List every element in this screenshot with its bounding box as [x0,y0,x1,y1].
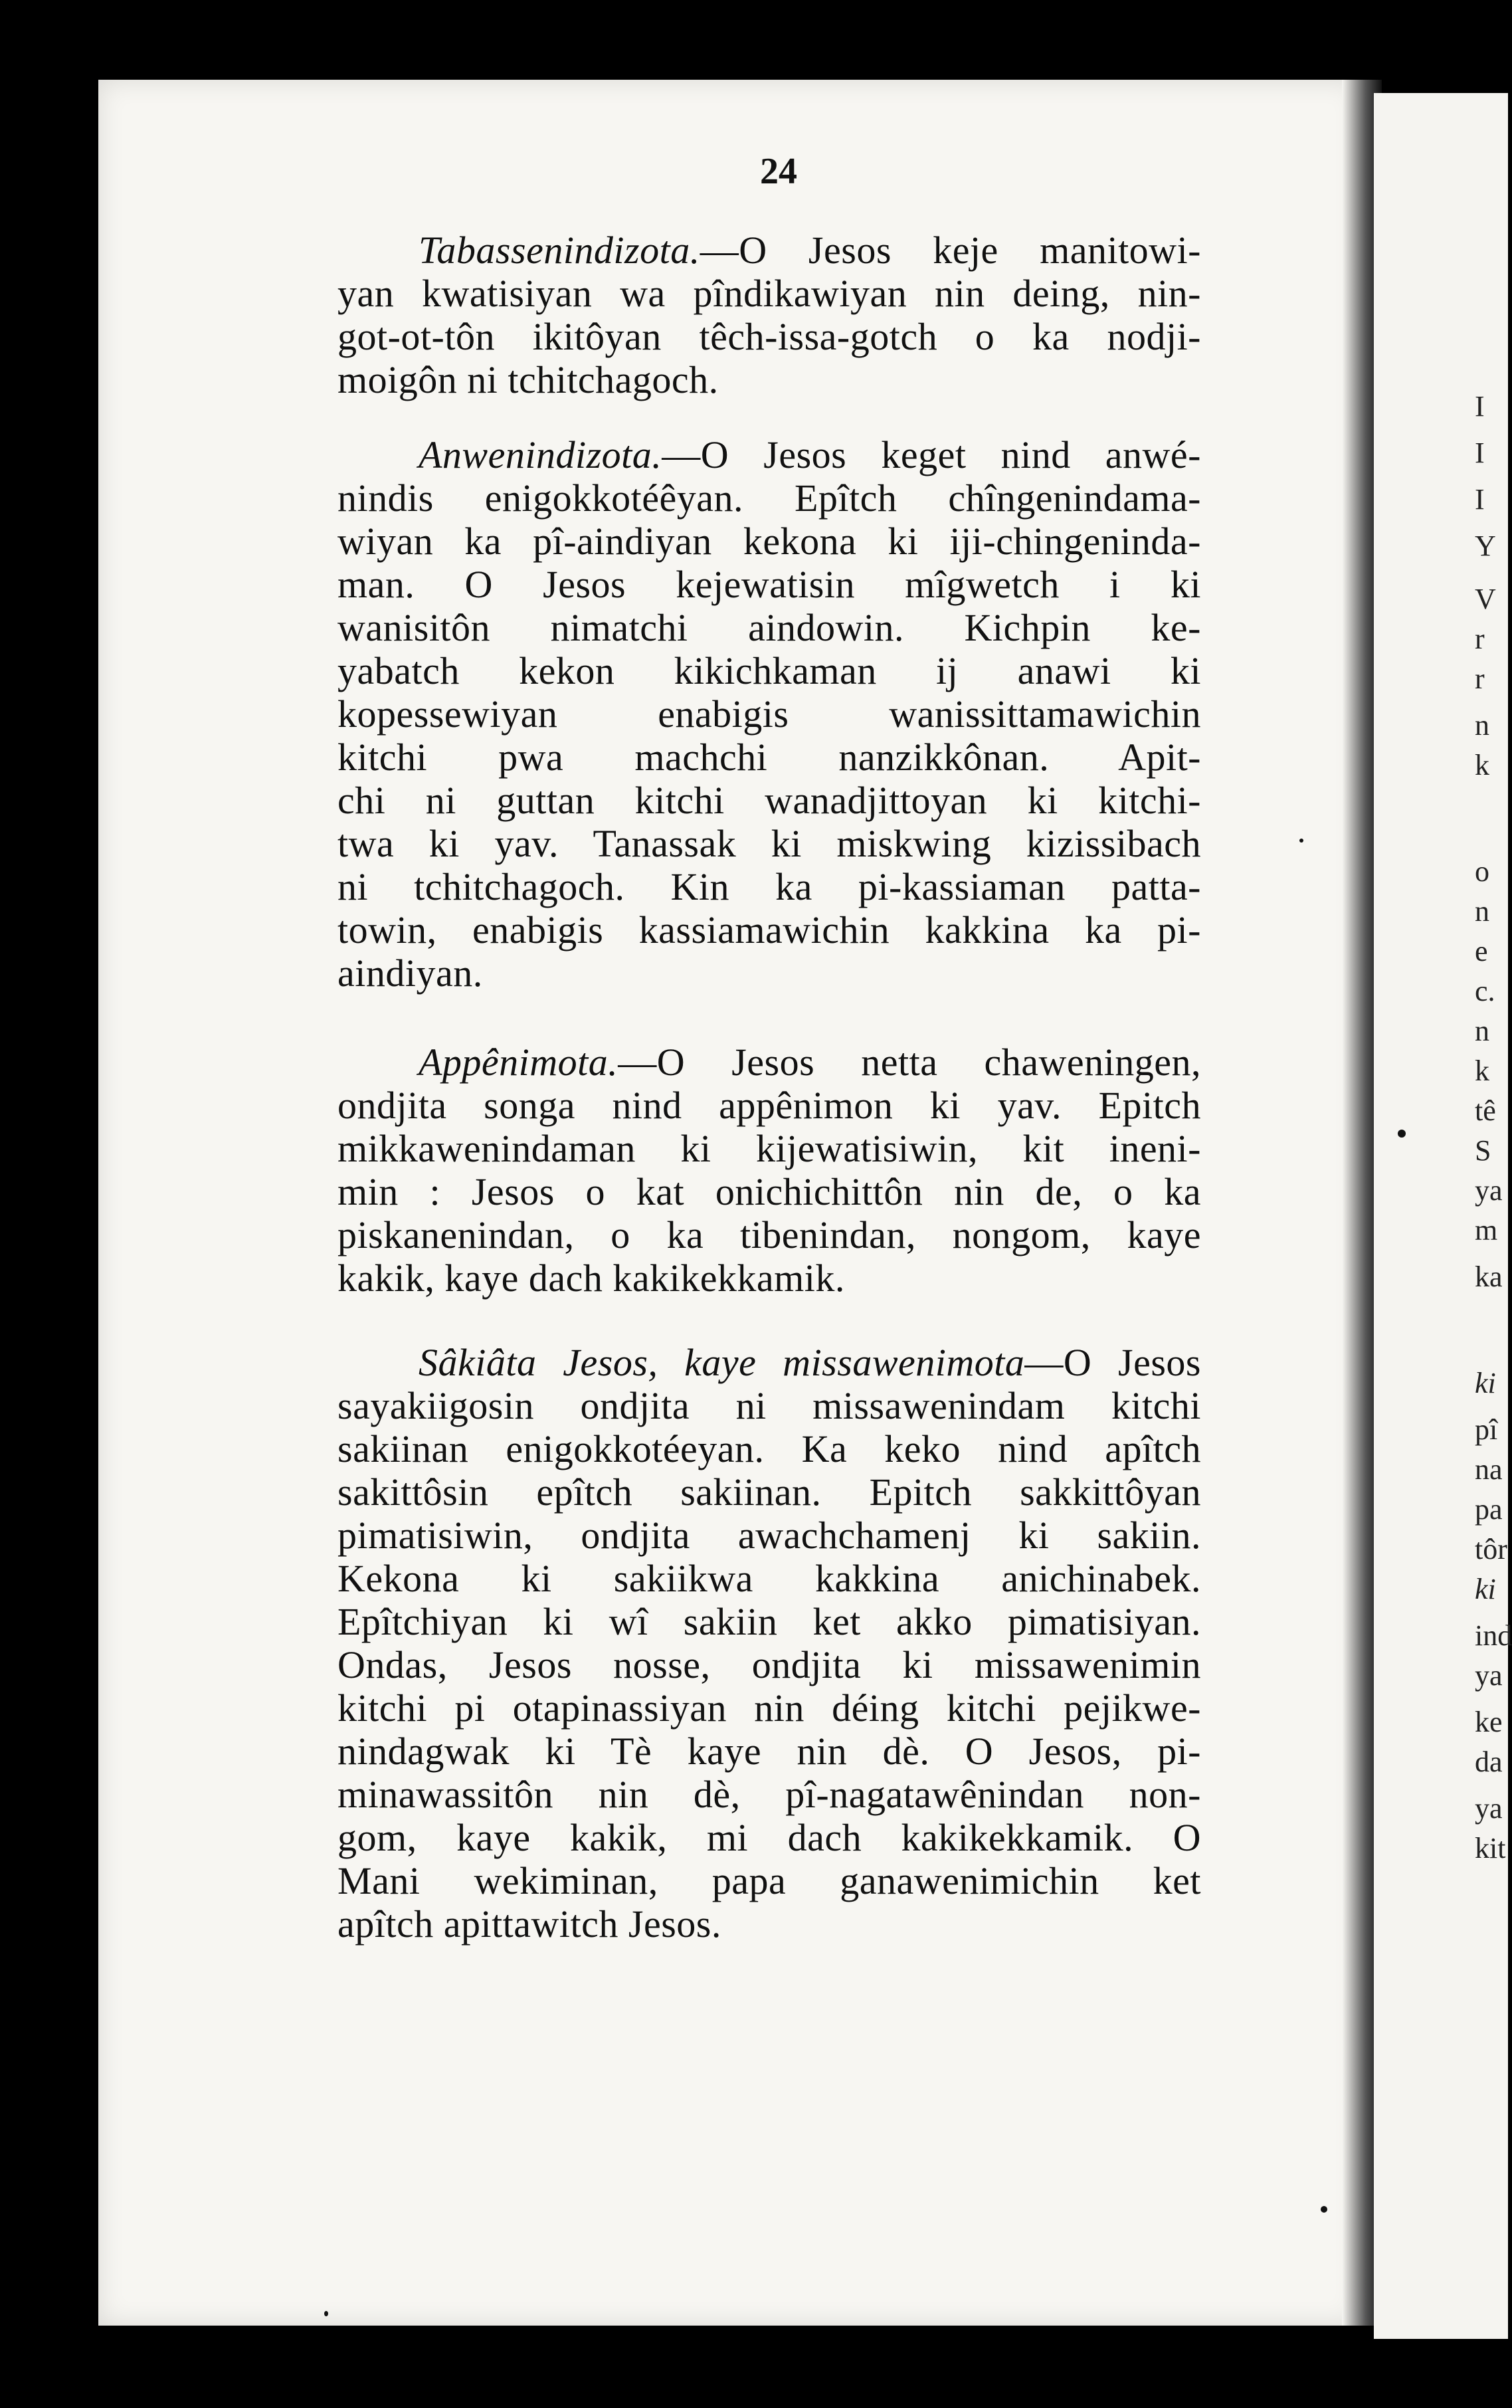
line-text: mikkawenindaman ki kijewatisiwin, kit ineni- [337,1127,1201,1170]
line-text: sakittôsin epîtch sakiinan. Epitch sakkittôyan [337,1470,1201,1514]
next-page-line-fragment: da [1475,1746,1503,1778]
line-text: moigôn ni tchitchagoch. [337,358,719,401]
text-line [337,1384,1201,1427]
text-line [337,272,1201,315]
text-line [337,865,1201,908]
scan-speck [324,2311,328,2316]
next-page-line-fragment: I [1475,483,1485,516]
line-text: piskanenindan, o ka tibenindan, nongom, kaye [337,1213,1201,1256]
next-page-line-fragment: ya [1475,1174,1503,1207]
next-page-line-fragment: pa [1475,1493,1503,1526]
section-heading: Anwenindizota. [419,433,662,476]
text-line [337,433,1201,476]
line-text: wanisitôn nimatchi aindowin. Kichpin ke- [337,606,1201,649]
line-text: kakik, kaye dach kakikekkamik. [337,1256,845,1300]
text-line [337,1773,1201,1816]
text-line [337,520,1201,563]
paragraph-anwenindizota [337,433,1201,995]
section-heading: Appênimota. [419,1041,618,1084]
text-line [337,1514,1201,1557]
line-text: sakiinan enigokkotéeyan. Ka keko nind apîtch [337,1427,1201,1470]
next-page-line-fragment: e [1475,935,1488,967]
line-text: —O Jesos keje manitowi- [700,229,1201,272]
next-page-line-fragment: Y [1475,530,1496,562]
text-line [337,1213,1201,1256]
next-page-line-fragment: k [1475,1054,1489,1087]
paragraph-sakiata-jesos [337,1341,1201,1946]
line-text: Kekona ki sakiikwa kakkina anichinabek. [337,1557,1201,1600]
line-text: ondjita songa nind appênimon ki yav. Epitch [337,1084,1201,1127]
text-line [337,779,1201,822]
next-page-line-fragment: tôr [1475,1533,1507,1565]
text-line [337,1341,1201,1384]
next-page-line-fragment: I [1475,437,1485,469]
next-page-line-fragment: na [1475,1453,1503,1486]
next-page-line-fragment: c. [1475,975,1495,1007]
scan-speck [1299,839,1303,843]
text-line [337,1859,1201,1902]
text-line [337,1127,1201,1170]
line-text: —O Jesos keget nind anwé- [662,433,1201,476]
line-text: Epîtchiyan ki wî sakiin ket akko pimatisiyan. [337,1600,1201,1643]
next-page-line-fragment: kit [1475,1832,1506,1864]
text-line [337,1816,1201,1859]
next-page-line-fragment: r [1475,662,1485,695]
text-line [337,952,1201,995]
line-text: aindiyan. [337,952,483,995]
line-text: towin, enabigis kassiamawichin kakkina ka pi- [337,908,1201,952]
line-text: minawassitôn nin dè, pî-nagatawênindan non- [337,1773,1201,1816]
next-page-text-column [1374,93,1512,2339]
line-text: pimatisiwin, ondjita awachchamenj ki sakiin. [337,1514,1201,1557]
next-page-line-fragment: ki [1475,1367,1496,1399]
line-text: wiyan ka pî-aindiyan kekona ki iji-chingeninda- [337,520,1201,563]
text-line [337,1170,1201,1213]
next-page-line-fragment: n [1475,1015,1489,1047]
text-line [337,1686,1201,1730]
text-line [337,1600,1201,1643]
line-text: nindis enigokkotéêyan. Epîtch chîngenindama- [337,476,1201,520]
text-line [337,1256,1201,1300]
text-line [337,315,1201,358]
line-text: twa ki yav. Tanassak ki miskwing kizissibach [337,822,1201,865]
next-page-line-fragment: n [1475,895,1489,928]
next-page-line-fragment: ya [1475,1792,1503,1825]
line-text: got-ot-tôn ikitôyan têch-issa-gotch o ka nodji- [337,315,1201,358]
next-page-line-fragment: ka [1475,1260,1503,1293]
next-page-line-fragment: ya [1475,1659,1503,1692]
text-line [337,649,1201,692]
line-text: ni tchitchagoch. Kin ka pi-kassiaman patta- [337,865,1201,908]
line-text: kitchi pi otapinassiyan nin déing kitchi pejikwe- [337,1686,1201,1730]
text-line [337,1427,1201,1470]
text-line [337,1084,1201,1127]
next-page-line-fragment: m [1475,1214,1498,1247]
line-text: —O Jesos netta chaweningen, [618,1041,1201,1084]
line-text: min : Jesos o kat onichichittôn nin de, o ka [337,1170,1201,1213]
text-line [337,476,1201,520]
paragraph-appenimota [337,1041,1201,1300]
text-line [337,606,1201,649]
text-line [337,692,1201,736]
text-line [337,1902,1201,1946]
next-page-line-fragment: ke [1475,1706,1503,1738]
line-text: kopessewiyan enabigis wanissittamawichin [337,692,1201,736]
text-line [337,563,1201,606]
line-text: —O Jesos [1024,1341,1202,1384]
text-line [337,1041,1201,1084]
text-line [337,822,1201,865]
text-line [337,908,1201,952]
line-text: gom, kaye kakik, mi dach kakikekkamik. O [337,1816,1201,1859]
text-line [337,1643,1201,1686]
text-line [337,1557,1201,1600]
next-page-line-fragment: tê [1475,1094,1496,1127]
text-line [337,1470,1201,1514]
line-text: man. O Jesos kejewatisin mîgwetch i ki [337,563,1201,606]
next-page-line-fragment: n [1475,709,1489,742]
line-text: chi ni guttan kitchi wanadjittoyan ki kitchi- [337,779,1201,822]
line-text: Ondas, Jesos nosse, ondjita ki missawenimin [337,1643,1201,1686]
text-line [337,736,1201,779]
line-text: sayakiigosin ondjita ni missawenindam kitchi [337,1384,1201,1427]
section-heading: Sâkiâta Jesos, kaye missawenimota [419,1341,1025,1384]
next-page-line-fragment: ind [1475,1619,1512,1652]
scan-speck [1321,2206,1327,2213]
line-text: yan kwatisiyan wa pîndikawiyan nin deing, nin- [337,272,1201,315]
text-line [337,229,1201,272]
next-page-line-fragment: pî [1475,1413,1498,1446]
paragraph-tabassenindizota [337,229,1201,401]
section-heading: Tabassenindizota. [419,229,700,272]
next-page-line-fragment: k [1475,749,1489,781]
line-text: Mani wekiminan, papa ganawenimichin ket [337,1859,1201,1902]
scan-speck [1398,1130,1406,1138]
page-number: 24 [760,151,797,192]
text-line [337,358,1201,401]
line-text: yabatch kekon kikichkaman ij anawi ki [337,649,1201,692]
line-text: apîtch apittawitch Jesos. [337,1902,721,1946]
next-page-line-fragment: o [1475,855,1489,888]
next-page-line-fragment: I [1475,390,1485,423]
next-page-line-fragment: ki [1475,1573,1496,1605]
next-page-line-fragment: r [1475,623,1485,655]
line-text: nindagwak ki Tè kaye nin dè. O Jesos, pi- [337,1730,1201,1773]
text-line [337,1730,1201,1773]
next-page-line-fragment: S [1475,1134,1491,1167]
next-page-fragment [1374,93,1512,2339]
next-page-line-fragment: V [1475,583,1496,615]
line-text: kitchi pwa machchi nanzikkônan. Apit- [337,736,1201,779]
